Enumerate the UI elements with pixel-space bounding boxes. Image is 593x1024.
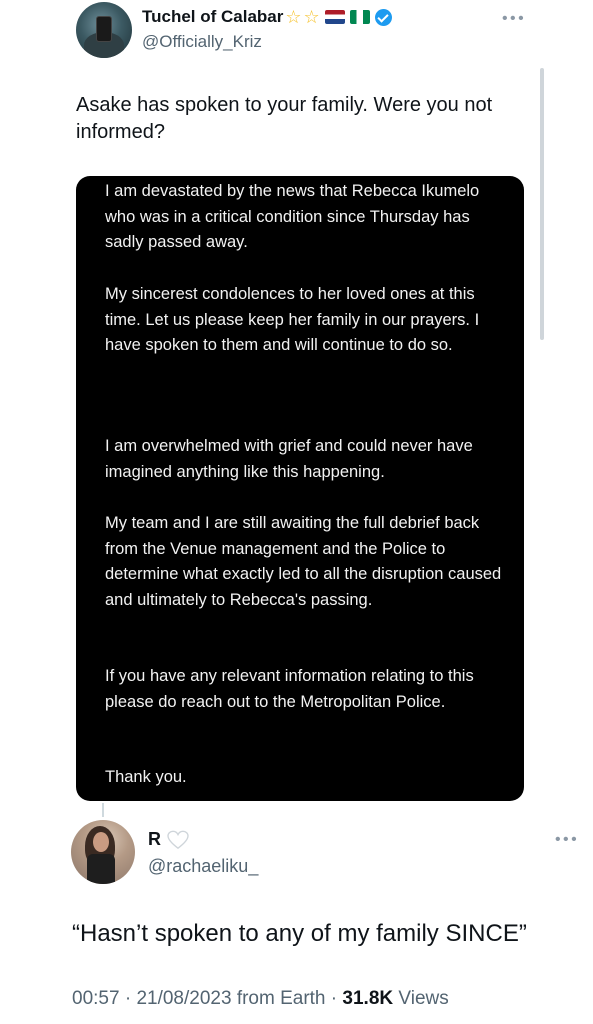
statement-paragraph: My sincerest condolences to her loved ones at this time. Let us please keep her family in our prayers. I have spoken to them and will continue to do so. bbox=[105, 285, 480, 354]
statement-image[interactable] bbox=[76, 176, 524, 801]
meta-separator: · bbox=[124, 988, 132, 1009]
quoted-author-name-row[interactable] bbox=[148, 829, 189, 850]
star-icon: ☆ bbox=[285, 7, 302, 27]
nigeria-flag-icon bbox=[350, 10, 370, 24]
scrollbar[interactable] bbox=[540, 68, 544, 340]
quoted-author-name[interactable]: R bbox=[148, 829, 161, 849]
meta-separator: · bbox=[330, 988, 338, 1009]
netherlands-flag-icon bbox=[325, 10, 345, 24]
statement-paragraph: If you have any relevant information relating to this please do reach out to the Metropolitan Police. bbox=[105, 667, 474, 711]
tweet-date[interactable]: 21/08/2023 bbox=[136, 988, 232, 1009]
thread-connector bbox=[102, 803, 104, 817]
statement-paragraph: I am overwhelmed with grief and could never have imagined anything like this happening. bbox=[105, 437, 473, 481]
statement-paragraph: Thank you. bbox=[105, 768, 187, 786]
tweet-text: Asake has spoken to your family. Were you not informed? bbox=[76, 94, 493, 143]
quoted-author-avatar[interactable] bbox=[71, 820, 135, 884]
views-label: Views bbox=[398, 988, 449, 1009]
author-name[interactable]: Tuchel of Calabar bbox=[142, 7, 284, 26]
tweet-source: from Earth bbox=[236, 988, 326, 1009]
more-options-icon[interactable]: • • • bbox=[502, 10, 523, 27]
author-avatar[interactable] bbox=[76, 2, 132, 58]
more-options-icon[interactable]: • • • bbox=[555, 831, 576, 848]
tweet-time[interactable]: 00:57 bbox=[72, 988, 120, 1009]
quoted-tweet-text: “Hasn’t spoken to any of my family SINCE” bbox=[72, 920, 527, 947]
star-icon: ☆ bbox=[303, 7, 320, 27]
author-handle[interactable]: @Officially_Kriz bbox=[142, 32, 262, 51]
white-heart-icon bbox=[167, 830, 189, 850]
statement-paragraph: I am devastated by the news that Rebecca Ikumelo who was in a critical condition since Thursday has sadly passed away. bbox=[105, 182, 480, 251]
statement-paragraph: My team and I are still awaiting the full debrief back from the Venue management and the Police to determine what exactly led to all the disruption caused and ultimately to Rebecca's passing. bbox=[105, 514, 502, 609]
quoted-author-handle[interactable]: @rachaeliku_ bbox=[148, 856, 259, 876]
tweet-meta bbox=[72, 988, 449, 1010]
views-count[interactable]: 31.8K bbox=[342, 988, 394, 1009]
verified-badge-icon bbox=[375, 9, 392, 26]
author-name-row[interactable] bbox=[142, 7, 392, 27]
